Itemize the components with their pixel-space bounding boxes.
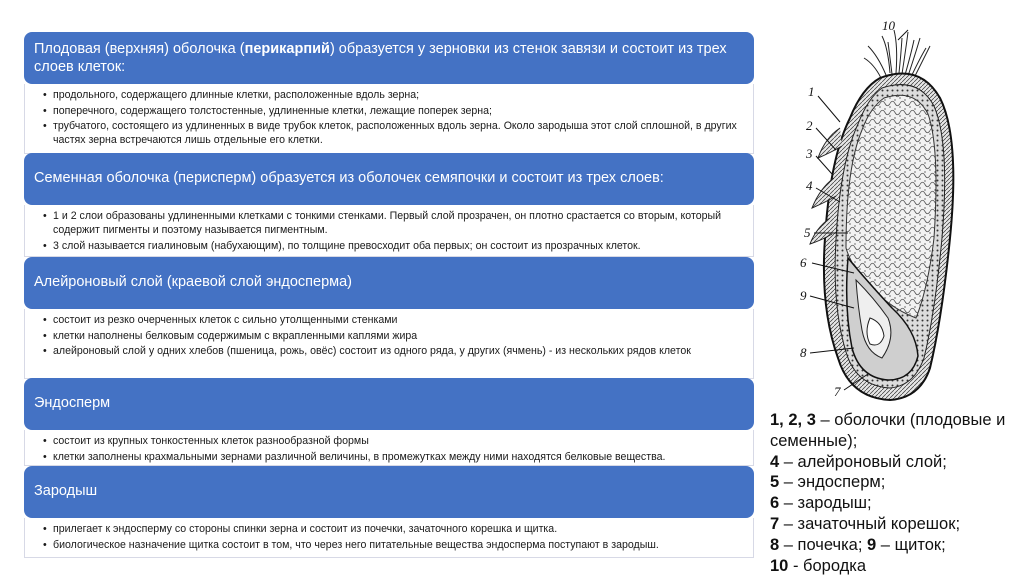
legend-text: – щиток; bbox=[876, 535, 946, 554]
legend-line bbox=[770, 472, 1020, 493]
legend-key: 10 bbox=[770, 556, 789, 575]
list-item: • 3 слой называется гиалиновым (набухающим), по толщине превосходит оба первых; он состоит из прозрачных клеток. bbox=[43, 239, 741, 253]
section-header-seed-coat bbox=[24, 153, 754, 205]
legend-text: – алейроновый слой; bbox=[779, 452, 947, 471]
list-item: • трубчатого, состоящего из удлиненных в виде трубок клеток, расположенных вдоль зерна. Около зародыша этот слой сплошной, в других частях зерна встречаются лишь отдельные его клетки. bbox=[43, 119, 741, 147]
list-item: • 1 и 2 слои образованы удлиненными клетками с тонкими стенками. Первый слой прозрачен, он плотно срастается со вторым, который содержит пигменты и поэтому называется пигментным. bbox=[43, 209, 741, 237]
figure-label: 4 bbox=[806, 178, 813, 193]
list-item: • клетки заполнены крахмальными зернами различной величины, в промежутках между ними находятся белковые вещества. bbox=[43, 450, 741, 464]
section-header-aleurone bbox=[24, 257, 754, 309]
section-body-embryo bbox=[24, 518, 754, 558]
figure-label: 3 bbox=[806, 146, 813, 161]
header-text: Семенная оболочка (перисперм) образуется из оболочек семяпочки и состоит из трех слоев: bbox=[34, 170, 664, 186]
legend-line bbox=[770, 556, 1020, 576]
legend-key: 9 bbox=[867, 535, 877, 554]
header-text: Плодовая (верхняя) оболочка ( bbox=[34, 41, 245, 57]
header-text: Зародыш bbox=[34, 483, 98, 499]
legend-text: – оболочки (плодовые и семенные); bbox=[770, 411, 1006, 450]
list-item: • состоит из резко очерченных клеток с сильно утолщенными стенками bbox=[43, 313, 741, 327]
figure-label: 5 bbox=[804, 225, 811, 240]
figure-label: 2 bbox=[806, 118, 813, 133]
legend-key: 7 bbox=[770, 514, 780, 533]
legend-text: – почечка; bbox=[779, 535, 868, 554]
legend-line bbox=[770, 535, 1020, 556]
figure-label: 6 bbox=[800, 255, 807, 270]
legend-line bbox=[770, 493, 1020, 514]
section-header-embryo bbox=[24, 466, 754, 518]
header-text: ) образуется у зерновки из стенок завязи и состоит из трех слоев клеток: bbox=[34, 41, 727, 75]
beard-bristles bbox=[864, 30, 930, 78]
legend-key: 8 bbox=[770, 535, 780, 554]
list-item: • продольного, содержащего длинные клетки, расположенные вдоль зерна; bbox=[43, 88, 741, 102]
grain-cross-section-illustration bbox=[770, 18, 1010, 408]
legend-text: – эндосперм; bbox=[779, 473, 886, 492]
figure-label: 8 bbox=[800, 345, 807, 360]
header-text: Эндосперм bbox=[34, 395, 111, 411]
legend-text: – зародыш; bbox=[779, 494, 872, 513]
legend-line bbox=[770, 514, 1020, 535]
legend-key: 1, 2, 3 bbox=[770, 411, 816, 429]
list-item: • поперечного, содержащего толстостенные, удлиненные клетки, лежащие поперек зерна; bbox=[43, 104, 741, 118]
legend-line bbox=[770, 410, 1020, 452]
header-bold-term: перикарпий bbox=[244, 41, 330, 57]
figure-label: 7 bbox=[834, 384, 841, 399]
header-text: Алейроновый слой (краевой слой эндосперма) bbox=[34, 274, 353, 290]
legend-text: – зачаточный корешок; bbox=[779, 514, 961, 533]
figure-label: 1 bbox=[808, 84, 815, 99]
legend-key: 4 bbox=[770, 452, 780, 471]
section-body-aleurone bbox=[24, 309, 754, 379]
figure-label: 9 bbox=[800, 288, 807, 303]
list-item: • состоит из крупных тонкостенных клеток разнообразной формы bbox=[43, 434, 741, 448]
list-item: • алейроновый слой у одних хлебов (пшеница, рожь, овёс) состоит из одного ряда, у других (ячмень) - из нескольких рядов клеток bbox=[43, 344, 741, 358]
list-item: • биологическое назначение щитка состоит в том, что через него питательные вещества эндосперма поступают в зародыш. bbox=[43, 538, 741, 552]
section-header-endosperm bbox=[24, 378, 754, 430]
section-body-seed-coat bbox=[24, 205, 754, 257]
figure-legend bbox=[770, 410, 1020, 576]
figure-label: 10 bbox=[882, 18, 895, 33]
legend-line bbox=[770, 452, 1020, 473]
list-item: • прилегает к эндосперму со стороны спинки зерна и состоит из почечки, зачаточного корешка и щитка. bbox=[43, 522, 741, 536]
section-header-pericarp bbox=[24, 32, 754, 84]
legend-key: 5 bbox=[770, 473, 780, 492]
list-item: • клетки наполнены белковым содержимым с вкрапленными каплями жира bbox=[43, 329, 741, 343]
legend-text: - бородка bbox=[788, 556, 867, 575]
section-body-endosperm bbox=[24, 430, 754, 466]
legend-key: 6 bbox=[770, 494, 780, 513]
section-body-pericarp bbox=[24, 84, 754, 154]
